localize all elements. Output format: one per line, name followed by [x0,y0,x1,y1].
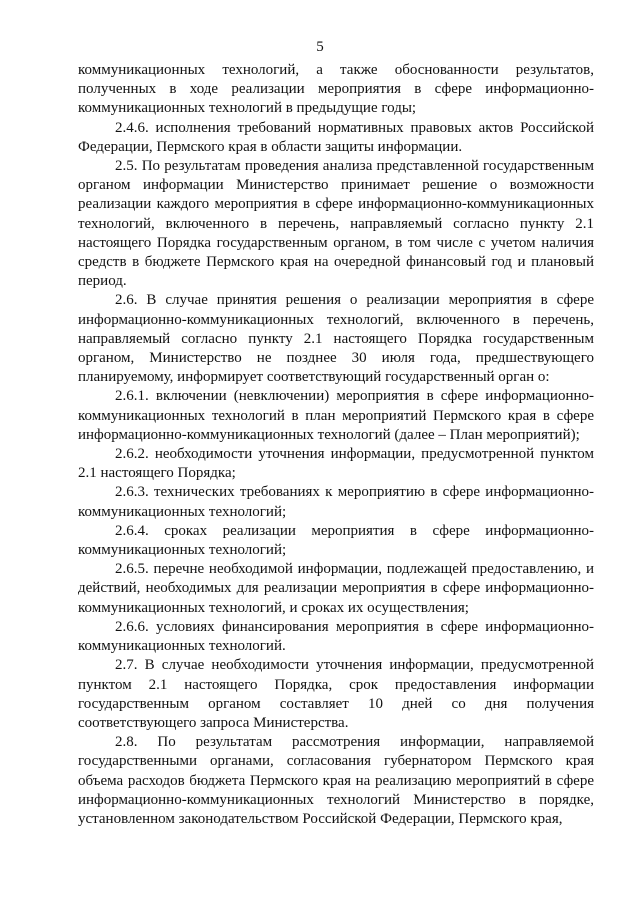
paragraph-2-7: 2.7. В случае необходимости уточнения информации, предусмотренной пунктом 2.1 настоящего Порядка, срок предоставления информации государственным органом составляет 10 дней со дня получения соответствующего запроса Министерства. [78,657,594,731]
paragraph-2-6-6: 2.6.6. условиях финансирования мероприятия в сфере информационно-коммуникационных технологий. [78,618,594,655]
paragraph-2-6-2: 2.6.2. необходимости уточнения информации, предусмотренной пунктом 2.1 настоящего Порядка; [78,446,594,482]
paragraph-2-6: 2.6. В случае принятия решения о реализации мероприятия в сфере информационно-коммуникационных технологий, включенного в перечень, направляемый согласно пункту 2.1 настоящего Порядка государственным органом, Министерство не позднее 30 июля года, предшествующего планируемому, информирует соответствующий государственный орган о: [78,292,594,386]
paragraph-2-5: 2.5. По результатам проведения анализа представленной государственным органом информации Министерство принимает решение о возможности реализации каждого мероприятия в сфере информационно-коммуникационных технологий, включенного в перечень, направляемый согласно пункту 2.1 настоящего Порядка государственным органом, в том числе с учетом наличия средств в бюджете Пермского края на очередной финансовый год и плановый период. [78,158,594,290]
paragraph-2-6-4: 2.6.4. сроках реализации мероприятия в сфере информационно-коммуникационных технологий; [78,522,594,559]
paragraph-2-8: 2.8. По результатам рассмотрения информации, направляемой государственными органами, согласования губернатором Пермского края объема расходов бюджета Пермского края на реализацию мероприятий в сфере информационно-коммуникационных технологий Министерство в порядке, установленном законодательством Российской Федерации, Пермского края, [78,734,594,827]
paragraph-2-6-1: 2.6.1. включении (невключении) мероприятия в сфере информационно-коммуникационных технологий в план мероприятий Пермского края в сфере информационно-коммуникационных технологий (далее – План мероприятий); [78,388,594,443]
page-number: 5 [316,39,324,55]
paragraph-2-6-5: 2.6.5. перечне необходимой информации, подлежащей предоставлению, и действий, необходимых для реализации мероприятия в сфере информационно-коммуникационных технологий, и сроках их осуществления; [78,561,594,616]
paragraph-continuation: коммуникационных технологий, а также обоснованности результатов, полученных в ходе реализации мероприятия в сфере информационно-коммуникационных технологий в предыдущие годы; [78,62,594,117]
paragraph-2-6-3: 2.6.3. технических требованиях к мероприятию в сфере информационно-коммуникационных технологий; [78,484,594,520]
paragraph-2-4-6: 2.4.6. исполнения требований нормативных правовых актов Российской Федерации, Пермского края в области защиты информации. [78,119,594,155]
document-body [78,61,594,829]
